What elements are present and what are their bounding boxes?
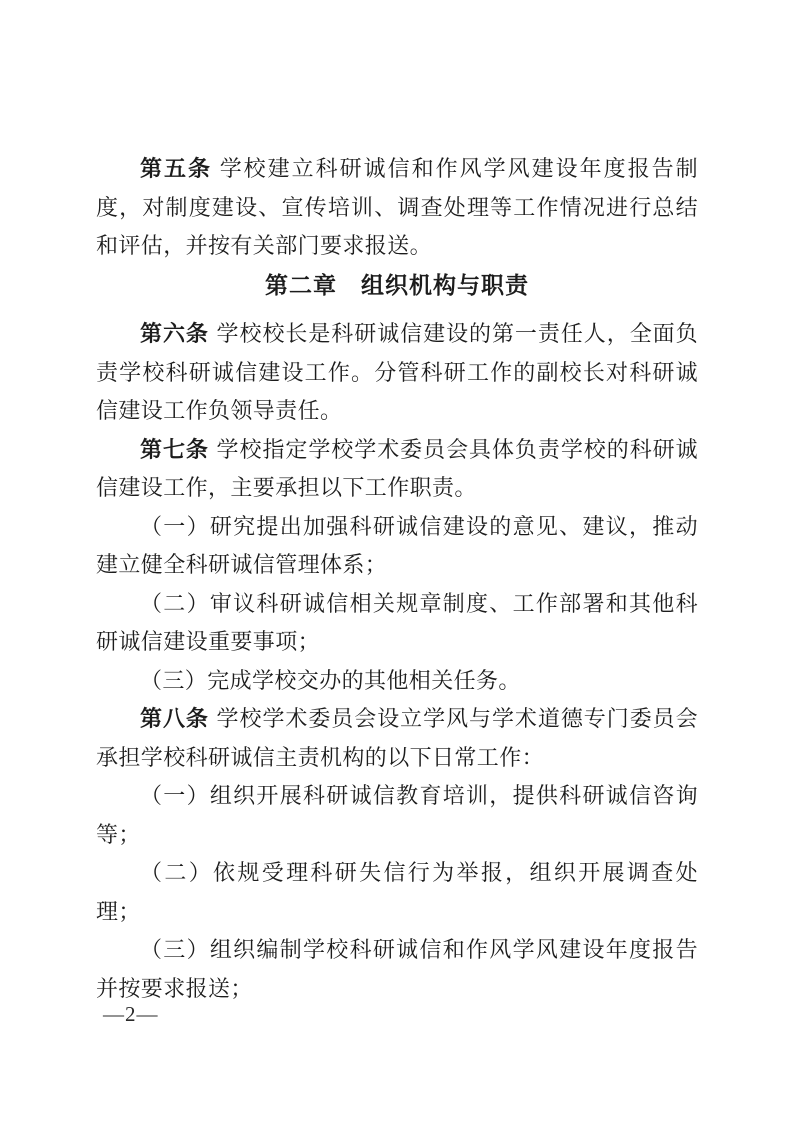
document-paragraph: 第八条 学校学术委员会设立学风与学术道德专门委员会承担学校科研诚信主责机构的以下日常工作： <box>96 706 698 770</box>
article-number: 第五条 <box>140 156 212 181</box>
document-paragraph: （一）研究提出加强科研诚信建设的意见、建议，推动建立健全科研诚信管理体系； <box>96 513 698 577</box>
document-body <box>96 150 698 1008</box>
article-number: 第六条 <box>140 321 209 346</box>
page-number: —2— <box>103 1002 159 1026</box>
document-paragraph: （二）审议科研诚信相关规章制度、工作部署和其他科研诚信建设重要事项； <box>96 590 698 654</box>
chapter-heading: 第二章 组织机构与职责 <box>265 271 529 298</box>
article-number: 第八条 <box>140 706 209 731</box>
document-paragraph: （三）组织编制学校科研诚信和作风学风建设年度报告并按要求报送； <box>96 937 698 1001</box>
document-paragraph: 第七条 学校指定学校学术委员会具体负责学校的科研诚信建设工作，主要承担以下工作职责。 <box>96 436 698 500</box>
document-paragraph: 第五条 学校建立科研诚信和作风学风建设年度报告制度，对制度建设、宣传培训、调查处理等工作情况进行总结和评估，并按有关部门要求报送。 <box>96 156 698 258</box>
document-paragraph: （二）依规受理科研失信行为举报，组织开展调查处理； <box>96 860 698 924</box>
article-number: 第七条 <box>140 436 209 462</box>
document-paragraph: （一）组织开展科研诚信教育培训，提供科研诚信咨询等； <box>96 783 698 847</box>
document-paragraph: 第六条 学校校长是科研诚信建设的第一责任人，全面负责学校科研诚信建设工作。分管科研工作的副校长对科研诚信建设工作负领导责任。 <box>96 321 698 423</box>
document-paragraph: （三）完成学校交办的其他相关任务。 <box>140 667 521 693</box>
